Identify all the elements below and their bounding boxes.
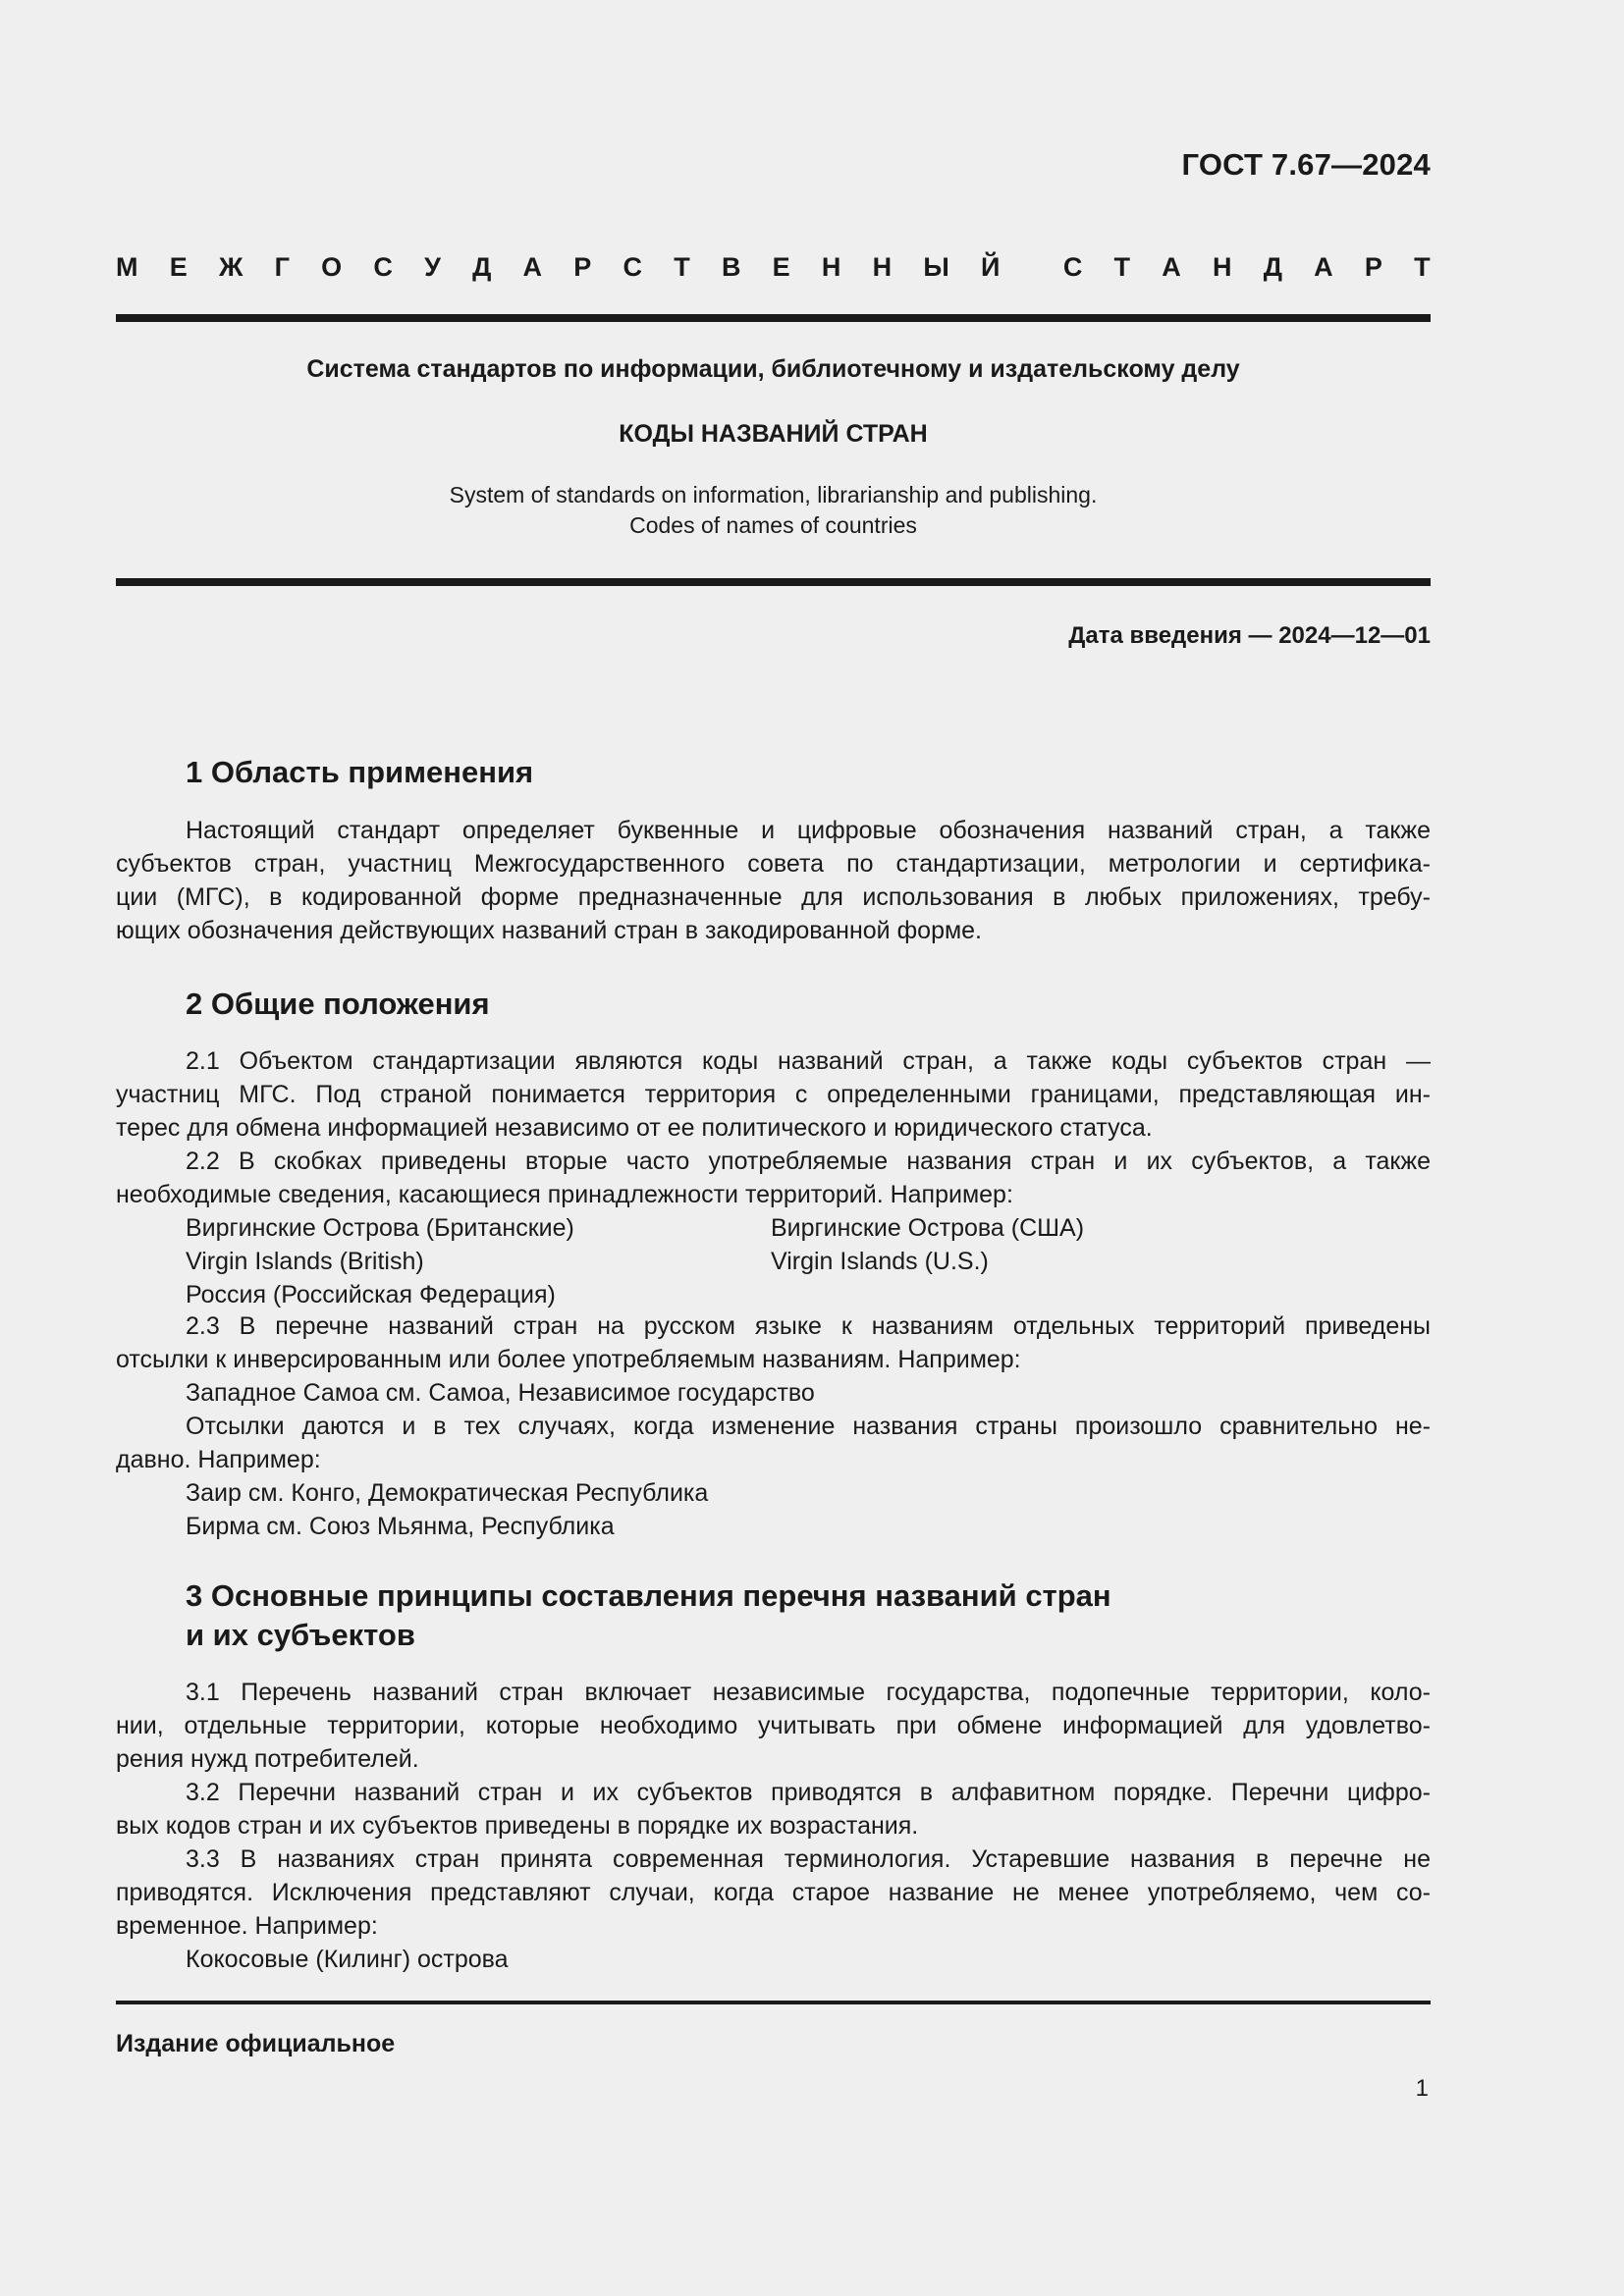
- english-title: [116, 480, 1431, 541]
- standard-type-letter: Т: [1414, 252, 1431, 282]
- title-rule: [116, 578, 1431, 586]
- english-title-line-2: Codes of names of countries: [629, 512, 917, 538]
- text-line: 2.3 В перечне названий стран на русском языке к названиям отдельных территорий приведены: [186, 1312, 1431, 1340]
- section-3-heading: [186, 1576, 1111, 1655]
- text-line: Настоящий стандарт определяет буквенные и цифровые обозначения названий стран, а также: [186, 817, 1431, 844]
- text-line: 2.2 В скобках приведены вторые часто употребляемые названия стран и их субъектов, а также: [186, 1148, 1431, 1175]
- footer-rule: [116, 2001, 1431, 2004]
- text-line: субъектов стран, участниц Межгосударственного совета по стандартизации, метрологии и сертифика-: [116, 850, 1431, 878]
- example-item: Западное Самоа см. Самоа, Независимое государство: [186, 1379, 815, 1407]
- standard-type-letter: Р: [573, 252, 592, 282]
- example-item: Заир см. Конго, Демократическая Республика: [186, 1479, 709, 1507]
- paragraph-2-1: [116, 1044, 1431, 1145]
- standard-type-letter: Д: [1263, 252, 1282, 282]
- text-line: Отсылки даются и в тех случаях, когда изменение названия страны произошло сравнительно не-: [186, 1413, 1431, 1440]
- example-item: Россия (Российская Федерация): [186, 1281, 556, 1308]
- standard-type-letter: Е: [772, 252, 790, 282]
- text-line: рения нужд потребителей.: [116, 1745, 419, 1773]
- top-rule: [116, 314, 1431, 322]
- standard-type-letter: Р: [1364, 252, 1382, 282]
- standard-type-letter: О: [321, 252, 343, 282]
- standard-type-letter: Н: [1212, 252, 1232, 282]
- page-number: 1: [1415, 2075, 1429, 2102]
- paragraph-3-1: [116, 1676, 1431, 1976]
- introduction-date: Дата введения — 2024—12—01: [1068, 622, 1431, 649]
- section-3-heading-line-2: и их субъектов: [186, 1618, 415, 1652]
- text-line: приводятся. Исключения представляют случаи, когда старое название не менее употребляемо, чем со-: [116, 1879, 1431, 1906]
- example-item: Виргинские Острова (США): [771, 1214, 1085, 1242]
- standard-type-letter: М: [116, 252, 138, 282]
- text-line: необходимые сведения, касающиеся принадлежности территорий. Например:: [116, 1181, 1013, 1208]
- section-1-heading: 1 Область применения: [186, 755, 534, 789]
- text-line: ющих обозначения действующих названий стран в закодированной форме.: [116, 917, 983, 944]
- standard-type-letter: С: [1062, 252, 1083, 282]
- standard-type-letter: С: [623, 252, 642, 282]
- example-item: Virgin Islands (U.S.): [771, 1248, 989, 1275]
- standard-type-heading: [116, 252, 1431, 283]
- examples-right-column: [771, 1211, 1084, 1278]
- text-line: давно. Например:: [116, 1446, 321, 1473]
- section-3-heading-line-1: 3 Основные принципы составления перечня названий стран: [186, 1578, 1111, 1613]
- section-1-paragraph: [116, 814, 1431, 947]
- standard-type-letter: Т: [1113, 252, 1131, 282]
- text-line: временное. Например:: [116, 1912, 378, 1940]
- standard-type-letter: В: [721, 252, 741, 282]
- english-title-line-1: System of standards on information, librarianship and publishing.: [449, 482, 1098, 507]
- paragraph-2-3: [116, 1309, 1431, 1543]
- text-line: 3.1 Перечень названий стран включает независимые государства, подопечные территории, коло-: [186, 1679, 1431, 1706]
- text-line: отсылки к инверсированным или более употребляемым названиям. Например:: [116, 1346, 1021, 1373]
- section-2-heading: 2 Общие положения: [186, 987, 490, 1021]
- text-line: вых кодов стран и их субъектов приведены в порядке их возрастания.: [116, 1812, 919, 1840]
- standard-type-letter: А: [1162, 252, 1181, 282]
- text-line: терес для обмена информацией независимо от ее политического и юридического статуса.: [116, 1114, 1153, 1142]
- text-line: нии, отдельные территории, которые необходимо учитывать при обмене информацией для удовлетво-: [116, 1712, 1431, 1739]
- example-item: Virgin Islands (British): [186, 1248, 424, 1275]
- standard-type-letter: Д: [472, 252, 492, 282]
- standard-type-letter: Ы: [923, 252, 949, 282]
- example-item: Кокосовые (Килинг) острова: [186, 1946, 509, 1973]
- document-number: ГОСТ 7.67—2024: [1181, 147, 1431, 182]
- official-edition-label: Издание официальное: [116, 2030, 396, 2057]
- examples-left-column: [186, 1211, 574, 1311]
- standard-type-letter: А: [1314, 252, 1333, 282]
- standard-type-letter: Н: [872, 252, 893, 282]
- document-title: КОДЫ НАЗВАНИЙ СТРАН: [619, 420, 928, 448]
- text-line: 2.1 Объектом стандартизации являются коды названий стран, а также коды субъектов стран —: [186, 1047, 1431, 1075]
- standard-type-letter: Ж: [218, 252, 244, 282]
- paragraph-2-2: [116, 1145, 1431, 1211]
- example-item: Виргинские Острова (Британские): [186, 1214, 574, 1242]
- standard-type-letter: Й: [980, 252, 1001, 282]
- example-item: Бирма см. Союз Мьянма, Республика: [186, 1513, 615, 1540]
- standard-type-letter: Г: [274, 252, 290, 282]
- text-line: участниц МГС. Под страной понимается территория с определенными границами, представляющая ин-: [116, 1081, 1431, 1108]
- standard-type-letter: У: [424, 252, 441, 282]
- standard-type-letter: Н: [821, 252, 841, 282]
- standard-type-letter: А: [522, 252, 543, 282]
- standard-type-letter: Т: [674, 252, 690, 282]
- series-title: Система стандартов по информации, библиотечному и издательскому делу: [306, 355, 1240, 383]
- standard-type-letter: Е: [169, 252, 188, 282]
- text-line: ции (МГС), в кодированной форме предназначенные для использования в любых приложениях, требу-: [116, 883, 1431, 911]
- text-line: 3.3 В названиях стран принята современная терминология. Устаревшие названия в перечне не: [186, 1845, 1431, 1873]
- text-line: 3.2 Перечни названий стран и их субъектов приводятся в алфавитном порядке. Перечни цифро-: [186, 1779, 1431, 1806]
- standard-type-letter: С: [373, 252, 393, 282]
